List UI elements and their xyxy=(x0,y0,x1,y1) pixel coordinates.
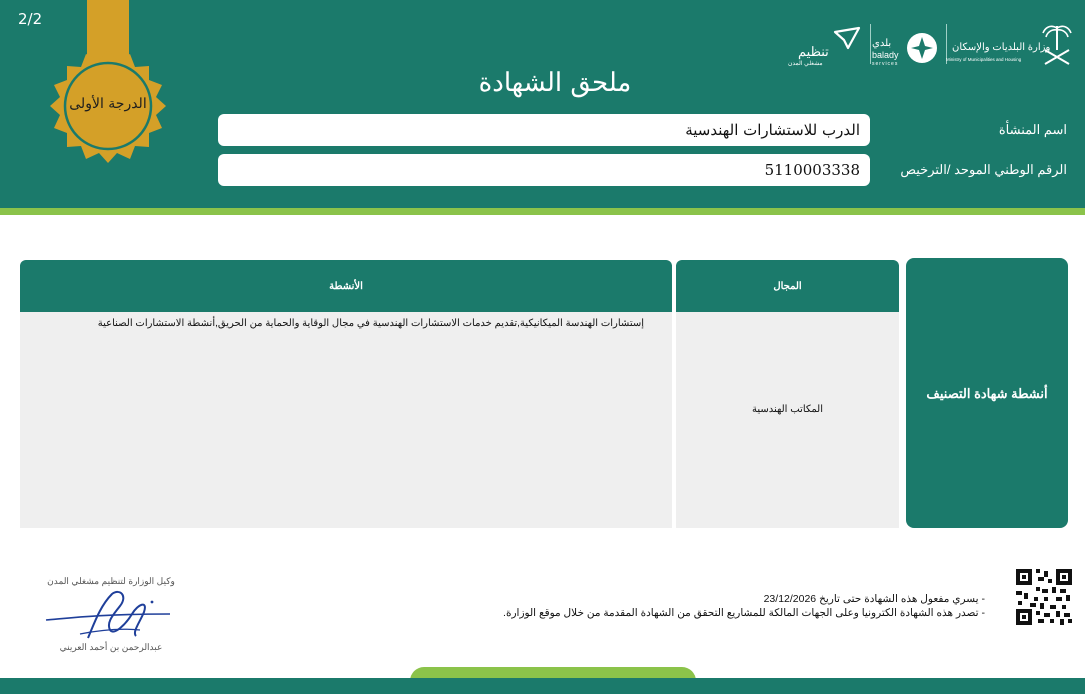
logo-divider xyxy=(870,24,871,64)
header-accent-strip xyxy=(0,208,1085,215)
classification-activities-title: أنشطة شهادة التصنيف xyxy=(926,386,1048,401)
certificate-notes xyxy=(425,592,985,620)
license-number-field: 5110003338 xyxy=(218,154,870,186)
table-header-activities: الأنشطة xyxy=(20,260,672,312)
balady-logo-icon xyxy=(906,32,938,64)
table-header-field: المجال xyxy=(676,260,899,312)
activities-text: إستشارات الهندسة الميكانيكية,تقديم خدمات الاستشارات الهندسية في مجال الوقاية والحماية من الحريق,أنشطة الاستشارات الصناعية xyxy=(97,318,644,329)
page-number: 2/2 xyxy=(18,10,43,28)
facility-name-field: الدرب للاستشارات الهندسية xyxy=(218,114,870,146)
license-number-label: الرقم الوطني الموحد /الترخيص xyxy=(900,162,1067,177)
tanzeem-logo-icon xyxy=(832,26,862,52)
footer-band xyxy=(0,678,1085,694)
qr-code-icon xyxy=(1016,569,1072,625)
facility-name-label: اسم المنشأة xyxy=(998,122,1067,137)
field-text: المكاتب الهندسية xyxy=(751,404,823,415)
logos-group xyxy=(760,20,1078,74)
validity-date: 23/12/2026 xyxy=(763,593,817,605)
balady-logo-text-ar: بلدي xyxy=(872,38,892,49)
signatory-title: وكيل الوزارة لتنظيم مشغلي المدن xyxy=(47,576,175,586)
signature-icon xyxy=(40,584,180,646)
validity-note-text: - يسري مفعول هذه الشهادة حتى تاريخ xyxy=(819,593,985,605)
tanzeem-logo-subtext: مشغلي المدن xyxy=(788,61,823,67)
ministry-logo-text-en: Ministry of Municipalities and Housing xyxy=(946,57,1022,62)
table-cell-field xyxy=(676,312,899,528)
validity-note xyxy=(425,592,985,606)
tanzeem-logo-text: تنظيم xyxy=(798,44,829,59)
certificate-title: ملحق الشهادة xyxy=(478,68,632,98)
saudi-emblem-icon xyxy=(1040,22,1074,68)
activities-table xyxy=(20,260,899,528)
signatory-name: عبدالرحمن بن أحمد العريني xyxy=(59,642,163,652)
balady-logo-text-en: balady xyxy=(872,50,899,60)
balady-logo-subtext: services xyxy=(872,61,899,67)
ministry-logo-text-ar: وزارة البلديات والإسكان xyxy=(952,42,1051,53)
medal-label: الدرجة الأولى xyxy=(69,96,147,112)
issuance-note: - تصدر هذه الشهادة الكترونيا وعلى الجهات المالكة للمشاريع التحقق من الشهادة المقدمة من خلال موقع الوزارة. xyxy=(503,607,985,619)
table-cell-activities xyxy=(20,312,672,528)
